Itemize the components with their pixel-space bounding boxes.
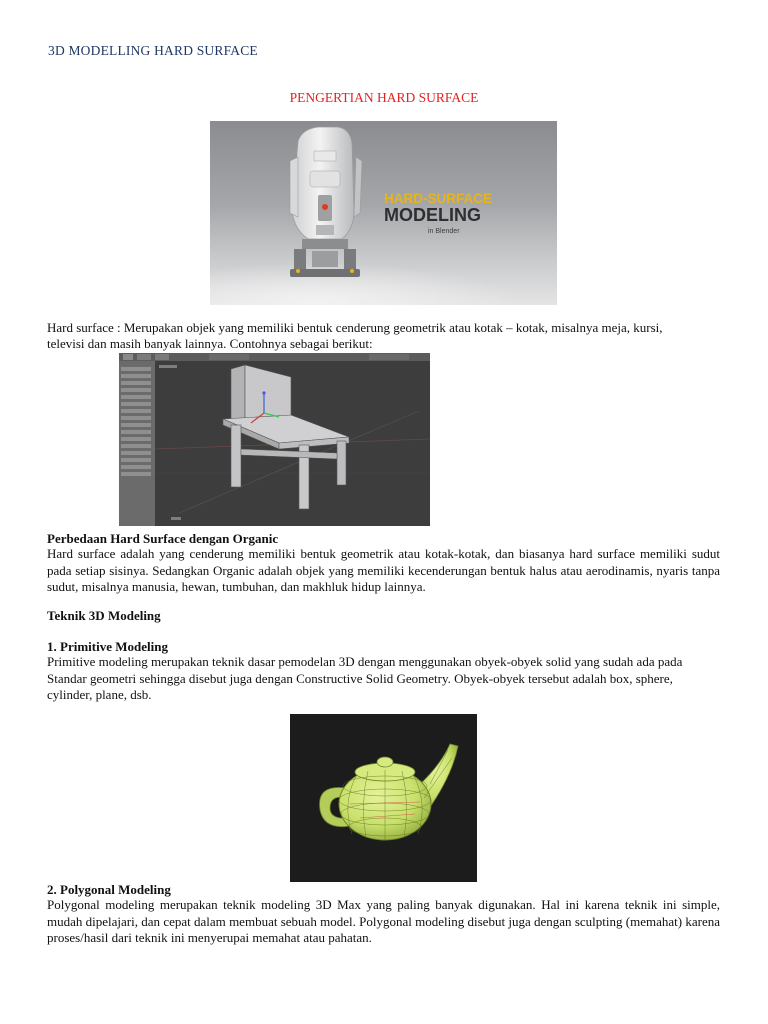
blender-chair-image (119, 353, 430, 526)
perbedaan-heading: Perbedaan Hard Surface dengan Organic (47, 531, 279, 546)
primitive-body: Primitive modeling merupakan teknik dasar pemodelan 3D dengan menggunakan obyek-obyek solid yang sudah ada pada Standar geometri sehingga disebut juga dengan Constructive Solid Geometry. Obyek-obyek tersebut adalah box, sphere, cylinder, plane, dsb. (47, 654, 683, 703)
banner-line1: HARD-SURFACE (384, 191, 492, 206)
section-title: PENGERTIAN HARD SURFACE (289, 90, 479, 105)
hard-surface-line1: Hard surface : Merupakan objek yang memiliki bentuk cenderung geometrik atau kotak – kotak, misalnya meja, kursi, (47, 320, 663, 335)
document-title: 3D MODELLING HARD SURFACE (48, 43, 258, 58)
banner-line3: in Blender (428, 228, 460, 235)
banner-line2: MODELING (384, 205, 481, 225)
teknik-heading: Teknik 3D Modeling (47, 608, 161, 623)
polygonal-body: Polygonal modeling merupakan teknik modeling 3D Max yang paling banyak digunakan. Hal ini karena teknik ini simple, mudah dipelajari, dan cepat dalam membuat sebuah model. Polygonal modeling disebut juga dengan sculpting (memahat) karena proses/hasil dari teknik ini menyerupai memahat atau pahatan. (47, 897, 720, 946)
primitive-heading: 1. Primitive Modeling (47, 639, 168, 654)
hard-surface-line2: televisi dan masih banyak lainnya. Contohnya sebagai berikut: (47, 336, 373, 351)
wireframe-teapot-image (290, 714, 477, 882)
perbedaan-body: Hard surface adalah yang cenderung memiliki bentuk geometrik atau kotak-kotak, dan biasanya hard surface memiliki sudut pada setiap sisinya. Sedangkan Organic adalah objek yang memiliki kecenderungan bentuk halus atau aerodinamis, nyaris tanpa sudut, misalnya manusia, hewan, tumbuhan, dan makhluk hidup lainnya. (47, 546, 720, 595)
hard-surface-banner-image (210, 121, 557, 305)
polygonal-heading: 2. Polygonal Modeling (47, 882, 171, 897)
